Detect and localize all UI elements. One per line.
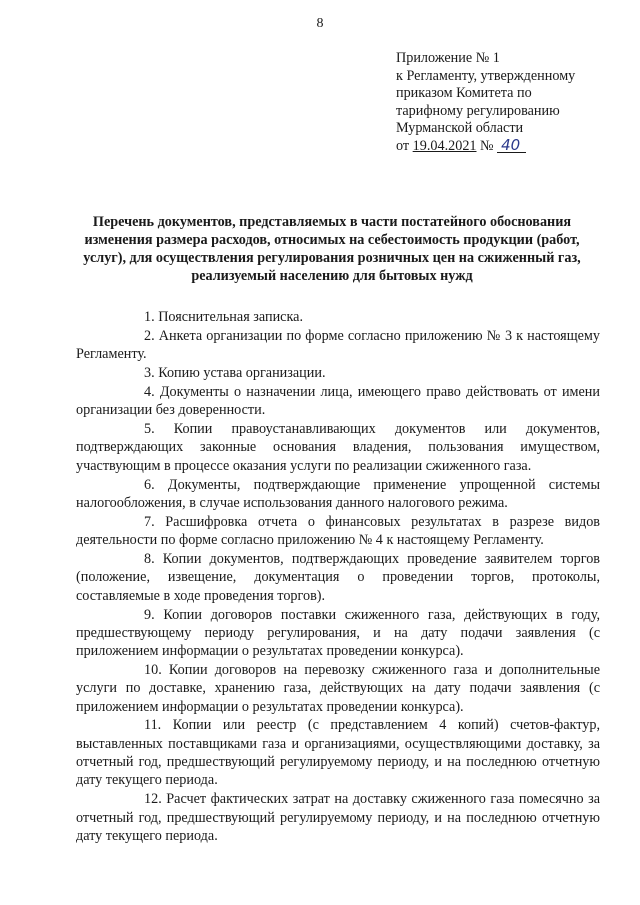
list-item-number: 8. <box>144 551 155 568</box>
list-item-number: 9. <box>144 606 155 623</box>
list-item-text: Копии документов, подтверждающих проведение заявителем торгов (положение, извещение, документация о проведении торгов, протоколы, составляемые в ходе проведения торгов). <box>76 551 600 604</box>
list-item <box>76 308 600 326</box>
order-date: 19.04.2021 <box>412 137 477 154</box>
list-item-text: Анкета организации по форме согласно приложению № 3 к настоящему Регламенту. <box>76 327 601 363</box>
list-item <box>76 364 600 382</box>
list-item <box>76 661 600 716</box>
number-label: № <box>480 137 494 154</box>
list-item <box>76 790 600 845</box>
list-item-text: Расчет фактических затрат на доставку сжиженного газа помесячно за отчетный год, предшествующий регулируемому периоду, и на последнюю отчетную дату текущего периода. <box>76 791 601 844</box>
list-item-text: Копии договоров на перевозку сжиженного газа и дополнительные услуги по доставке, хранению газа, действующих на дату подачи заявления (с приложением информации о результатах проведении конкурса). <box>76 661 601 715</box>
list-item-text: Пояснительная записка. <box>158 309 303 325</box>
list-item <box>76 513 600 550</box>
list-item-number: 10. <box>144 661 162 678</box>
list-item <box>76 606 600 661</box>
list-item-number: 11. <box>144 717 162 734</box>
list-item-number: 3. <box>144 365 155 382</box>
appendix-line: к Регламенту, утвержденному <box>396 67 576 84</box>
list-item <box>76 476 600 513</box>
list-item-number: 6. <box>144 476 155 493</box>
list-item-text: Документы о назначении лица, имеющего право действовать от имени организации без доверенности. <box>76 383 600 419</box>
list-item <box>76 383 600 420</box>
appendix-date-line <box>396 135 636 156</box>
list-item-text: Копию устава организации. <box>158 365 326 382</box>
appendix-line: Мурманской области <box>396 120 524 136</box>
appendix-line: Приложение № 1 <box>396 50 500 66</box>
list-item <box>76 716 600 789</box>
document-list <box>76 308 600 846</box>
date-prefix: от <box>396 137 410 154</box>
document-title: Перечень документов, представляемых в части постатейного обоснования изменения размера расходов, относимых на себестоимость продукции (работ, услуг), для осуществления регулирования розничных цен на сжиженный газ, реализуемый населению для бытовых нужд <box>83 214 581 284</box>
list-item-text: Копии или реестр (с представлением 4 копий) счетов-фактур, выставленных поставщиками газа и организациями, осуществляющими доставку, за отчетный год, предшествующий регулируемому периоду, и на последнюю отчетную дату текущего периода. <box>76 717 600 789</box>
list-item <box>76 550 600 605</box>
appendix-line: тарифному регулированию <box>396 102 560 119</box>
list-item-number: 5. <box>144 421 155 438</box>
list-item-number: 7. <box>144 513 155 530</box>
list-item <box>76 420 600 475</box>
list-item-number: 4. <box>144 383 155 400</box>
list-item-text: Расшифровка отчета о финансовых результатах в разрезе видов деятельности по форме согласно приложению № 4 к настоящему Регламенту. <box>76 513 600 549</box>
list-item-text: Копии договоров поставки сжиженного газа, действующих в году, предшествующему периоду регулирования, и на дату подачи заявления (с приложением информации о результатах проведении конкурса). <box>76 606 600 660</box>
handwritten-order-number: 40 <box>497 138 526 153</box>
list-item-number: 1. <box>144 309 155 325</box>
appendix-line: приказом Комитета по <box>396 85 532 101</box>
list-item-number: 12. <box>144 791 162 808</box>
appendix-block <box>396 50 636 155</box>
page-number: 8 <box>316 16 324 31</box>
list-item-text: Документы, подтверждающие применение упрощенной системы налогообложения, в случае использования данного налогового режима. <box>76 476 600 511</box>
list-item-text: Копии правоустанавливающих документов или документов, подтверждающих законные основания владения, пользования имуществом, участвующим в процессе оказания услуги по реализации сжиженного газа. <box>76 421 600 474</box>
list-item <box>76 327 600 364</box>
list-item-number: 2. <box>144 327 155 344</box>
